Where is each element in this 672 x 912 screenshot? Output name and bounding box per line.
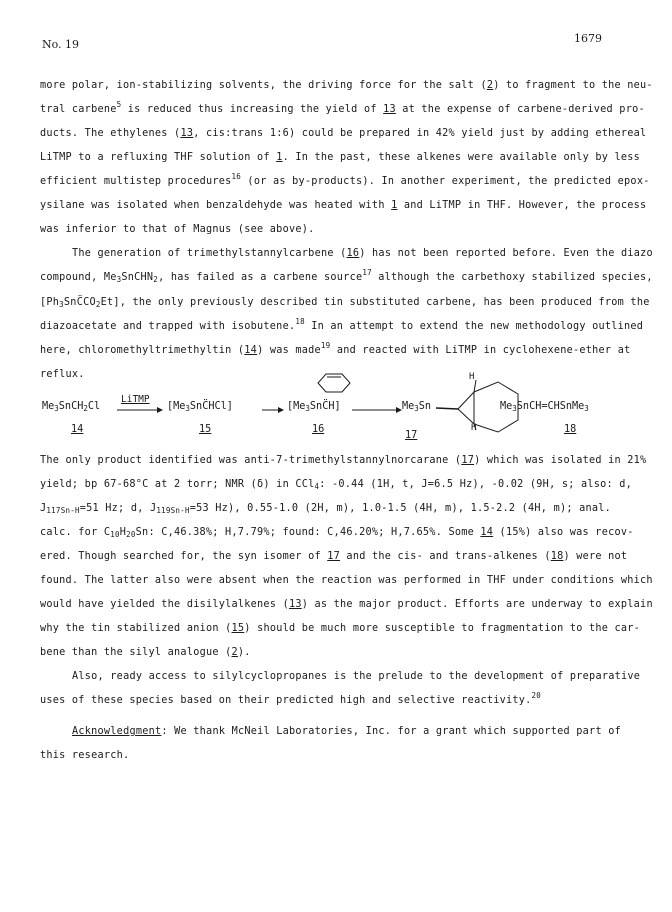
page-number: 1679	[574, 32, 602, 45]
reaction-arrow-3	[352, 405, 402, 415]
compound-18-formula: $Me_3SnCH=CHSnMe_3$	[500, 401, 589, 413]
para3-line5: ered. Though searched for, the syn isomer of 17 and the cis- and trans-alkenes (18) were not	[40, 551, 628, 562]
cyclohexene-structure	[317, 372, 351, 394]
para2-line3: $[Ph_3SnC̈CO_2Et]$, the only previously described tin substituted carbene, has been produced from the	[40, 297, 650, 309]
compound-15-formula: $[Me_3SnC̈HCl]$	[167, 401, 233, 413]
para3-line2: yield; bp 67-68°C at 2 torr; NMR (δ) in CCl$_4$: -0.44 (1H, t, J=6.5 Hz), -0.02 (9H, s; also: d,	[40, 479, 633, 491]
para2-line1: The generation of trimethylstannylcarbene (16) has not been reported before. Even the diazo	[72, 248, 653, 259]
para2-line4: diazoacetate and trapped with isobutene.$^{18}$ In an attempt to extend the new methodology outlined	[40, 317, 644, 332]
label-16: 16	[312, 424, 325, 435]
para3-line8: why the tin stabilized anion (15) should be much more susceptible to fragmentation to the car-	[40, 623, 641, 634]
label-15: 15	[199, 424, 212, 435]
para3-line1: The only product identified was anti-7-trimethylstannylnorcarane (17) which was isolated in 21%	[40, 455, 647, 466]
para1-line5: efficient multistep procedures$^{16}$ (or as by-products). In another experiment, the predicted epox-	[40, 172, 650, 187]
para4-line2: uses of these species based on their predicted high and selective reactivity.$^{20}$	[40, 691, 542, 706]
label-18: 18	[564, 424, 577, 435]
compound-16-formula: $[Me_3SnC̈H]$	[287, 401, 341, 413]
compound-14-formula: $Me_3SnCH_2Cl$	[42, 401, 101, 413]
para2-line6: reflux.	[40, 369, 85, 380]
para3-line9: bene than the silyl analogue (2).	[40, 647, 251, 658]
hydrogen-top-label: H	[469, 372, 475, 382]
para1-line3: ducts. The ethylenes (13, cis:trans 1:6) could be prepared in 42% yield just by adding ethereal	[40, 128, 647, 139]
hydrogen-bottom-label: H	[471, 423, 477, 433]
para3-line3: $J_{117Sn-H}=51$ Hz; d, $J_{119Sn-H}=53$ Hz), 0.55-1.0 (2H, m), 1.0-1.5 (4H, m), 1.5-2.2 (4H, m); anal.	[40, 503, 612, 515]
para1-line2: tral carbene$^5$ is reduced thus increasing the yield of 13 at the expense of carbene-derived pro-	[40, 100, 645, 115]
para1-line7: was inferior to that of Magnus (see above).	[40, 224, 315, 235]
para3-line4: calc. for $C_{10}H_{20}Sn$: C,46.38%; H,7.79%; found: C,46.20%; H,7.65%. Some 14 (15%) also was recov-	[40, 527, 634, 539]
journal-issue: No. 19	[42, 38, 80, 51]
acknowledgment-line1: Acknowledgment: We thank McNeil Laboratories, Inc. for a grant which supported part of	[72, 726, 621, 737]
label-14: 14	[71, 424, 84, 435]
acknowledgment-heading: Acknowledgment	[72, 726, 162, 737]
acknowledgment-line2: this research.	[40, 750, 130, 761]
reaction-arrow-1	[117, 405, 163, 415]
arrow-reagent-label: LiTMP	[121, 394, 150, 405]
para1-line6: ysilane was isolated when benzaldehyde was heated with 1 and LiTMP in THF. However, the process	[40, 200, 647, 211]
para4-line1: Also, ready access to silylcyclopropanes is the prelude to the development of preparative	[72, 671, 641, 682]
compound-17-formula: $Me_3Sn$	[402, 401, 432, 413]
para1-line1: more polar, ion-stabilizing solvents, the driving force for the salt (2) to fragment to the neu-	[40, 80, 653, 91]
para3-line7: would have yielded the disilylalkenes (13) as the major product. Efforts are underway to explain	[40, 599, 653, 610]
para2-line5: here, chloromethyltrimethyltin (14) was made$^{19}$ and reacted with LiTMP in cyclohexene-ether at	[40, 341, 631, 356]
label-17: 17	[405, 430, 418, 441]
para3-line6: found. The latter also were absent when the reaction was performed in THF under conditions which	[40, 575, 653, 586]
para1-line4: LiTMP to a refluxing THF solution of 1. In the past, these alkenes were available only by less	[40, 152, 641, 163]
para2-line2: compound, $Me_3SnCHN_2$, has failed as a carbene source$^{17}$ although the carbethoxy stabilized species,	[40, 268, 653, 284]
reaction-arrow-2	[262, 405, 284, 415]
